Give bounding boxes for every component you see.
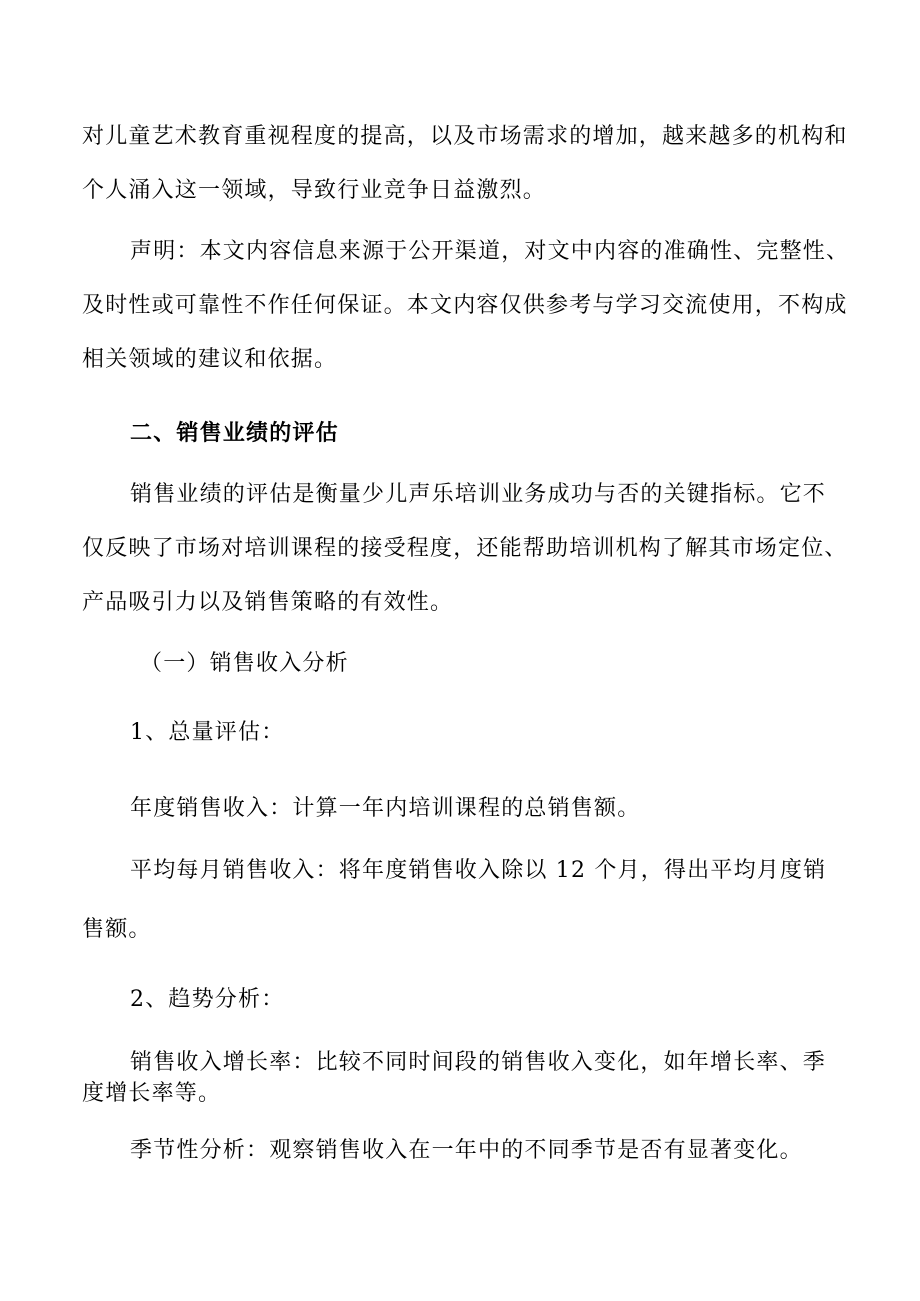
section-heading: 二、销售业绩的评估: [130, 420, 339, 446]
disclaimer-line-1: 声明：本文内容信息来源于公开渠道，对文中内容的准确性、完整性、: [130, 239, 850, 264]
section-paragraph-line-2: 仅反映了市场对培训课程的接受程度，还能帮助培训机构了解其市场定位、: [82, 536, 848, 561]
seasonal-analysis-text: 季节性分析：观察销售收入在一年中的不同季节是否有显著变化。: [130, 1138, 803, 1163]
item-1-heading: 1、总量评估：: [130, 720, 285, 745]
growth-rate-line-1: 销售收入增长率：比较不同时间段的销售收入变化，如年增长率、季: [130, 1050, 827, 1075]
intro-line-2: 个人涌入这一领域，导致行业竞争日益激烈。: [82, 178, 547, 203]
intro-line-1: 对儿童艺术教育重视程度的提高，以及市场需求的增加，越来越多的机构和: [82, 124, 848, 149]
section-paragraph-line-3: 产品吸引力以及销售策略的有效性。: [82, 590, 454, 615]
subsection-heading: （一）销售收入分析: [140, 651, 349, 676]
disclaimer-line-2: 及时性或可靠性不作任何保证。本文内容仅供参考与学习交流使用，不构成: [82, 293, 848, 318]
annual-revenue-text: 年度销售收入：计算一年内培训课程的总销售额。: [130, 796, 641, 821]
disclaimer-line-3: 相关领域的建议和依据。: [82, 347, 338, 372]
monthly-revenue-line-1: 平均每月销售收入：将年度销售收入除以 12 个月，得出平均月度销: [130, 858, 827, 883]
growth-rate-line-2: 度增长率等。: [82, 1081, 222, 1106]
item-2-heading: 2、趋势分析：: [130, 987, 285, 1012]
monthly-revenue-line-2: 售额。: [82, 917, 152, 942]
section-paragraph-line-1: 销售业绩的评估是衡量少儿声乐培训业务成功与否的关键指标。它不: [130, 482, 827, 507]
